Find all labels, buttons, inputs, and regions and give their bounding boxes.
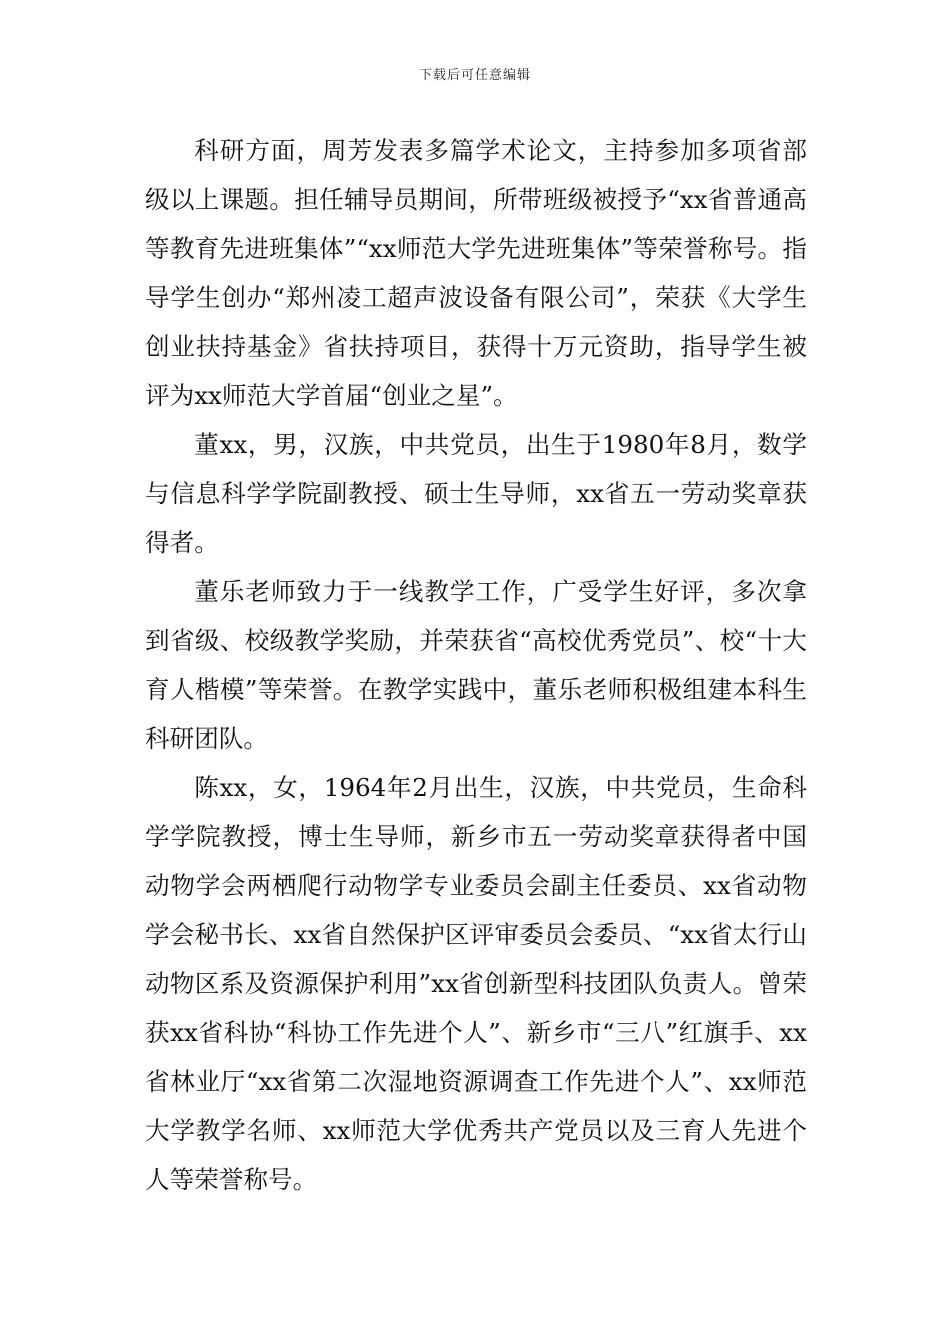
paragraph-dong-profile: 董xx，男，汉族，中共党员，出生于1980年8月，数学与信息科学学院副教授、硕士生导师，xx省五一劳动奖章获得者。 — [145, 430, 807, 557]
paragraph-dong-teaching: 董乐老师致力于一线教学工作，广受学生好评，多次拿到省级、校级教学奖励，并荣获省“高校优秀党员”、校“十大育人楷模”等荣誉。在教学实践中，董乐老师积极组建本科生科研团队。 — [145, 577, 807, 753]
page-header-note: 下载后可任意编辑 — [418, 68, 531, 83]
document-body — [145, 126, 807, 1204]
paragraph-chen-profile: 陈xx，女，1964年2月出生，汉族，中共党员，生命科学学院教授，博士生导师，新乡市五一劳动奖章获得者中国动物学会两栖爬行动物学专业委员会副主任委员、xx省动物学会秘书长、xx省自然保护区评审委员会委员、“xx省太行山动物区系及资源保护利用”xx省创新型科技团队负责人。曾荣获xx省科协“科协工作先进个人”、新乡市“三八”红旗手、xx省林业厅“xx省第二次湿地资源调查工作先进个人”、xx师范大学教学名师、xx师范大学优秀共产党员以及三育人先进个人等荣誉称号。 — [145, 773, 807, 1194]
paragraph-research: 科研方面，周芳发表多篇学术论文，主持参加多项省部级以上课题。担任辅导员期间，所带班级被授予“xx省普通高等教育先进班集体”“xx师范大学先进班集体”等荣誉称号。指导学生创办“郑州凌工超声波设备有限公司”，荣获《大学生创业扶持基金》省扶持项目，获得十万元资助，指导学生被评为xx师范大学首届“创业之星”。 — [145, 136, 807, 410]
